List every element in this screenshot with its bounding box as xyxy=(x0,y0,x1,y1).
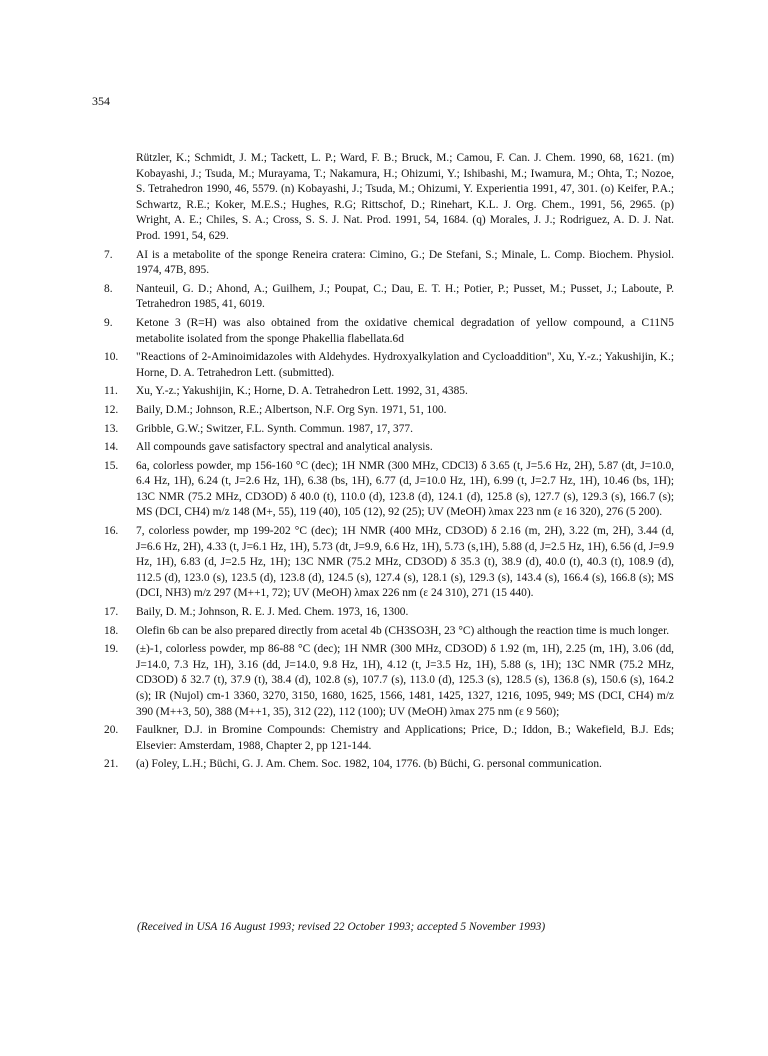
reference-19 xyxy=(104,642,674,720)
reference-10 xyxy=(104,350,674,381)
reference-number: 12. xyxy=(104,403,119,416)
reference-text: Xu, Y.-z.; Yakushijin, K.; Horne, D. A. Tetrahedron Lett. 1992, 31, 4385. xyxy=(136,385,468,398)
reference-text: 6a, colorless powder, mp 156-160 °C (dec); 1H NMR (300 MHz, CDCl3) δ 3.65 (t, J=5.6 Hz, 2H), 5.87 (dt, J=10.0, 6.4 Hz, 1H), 6.24 (t, J=2.6 Hz, 1H), 6.38 (bs, 1H), 6.77 (d, J=10.0 Hz, 1H), 6.99 (t, J=2.7 Hz, 1H), 10.46 (bs, 1H); 13C NMR (75.2 MHz, CD3OD) δ 40.0 (t), 110.0 (d), 123.8 (d), 124.1 (d), 125.8 (s), 127.7 (s), 129.3 (s), 166.7 (s); MS (DCI, CH4) m/z 148 (M+, 55), 119 (40), 105 (12), 92 (25); UV (MeOH) λmax 223 nm (ε 16 320), 276 (5 200). xyxy=(136,459,674,519)
reference-text: Faulkner, D.J. in Bromine Compounds: Chemistry and Applications; Price, D.; Iddon, B.; Wakefield, B.J. Eds; Elsevier: Amsterdam, 1988, Chapter 2, pp 121-144. xyxy=(136,724,674,752)
reference-text: 7, colorless powder, mp 199-202 °C (dec); 1H NMR (400 MHz, CD3OD) δ 2.16 (m, 2H), 3.22 (m, 2H), 3.44 (d, J=6.6 Hz, 2H), 4.33 (t, J=6.1 Hz, 1H), 5.73 (dt, J=9.9, 6.6 Hz, 1H), 5.73 (s,1H), 5.88 (d, J=2.5 Hz, 1H), 6.56 (d, J=9.9 Hz, 1H), 6.83 (d, J=2.5 Hz, 1H); 13C NMR (75.2 MHz, CD3OD) δ 35.3 (t), 38.9 (d), 40.0 (t), 40.3 (t), 108.9 (d), 112.5 (d), 123.0 (s), 123.5 (d), 123.8 (d), 124.5 (s), 127.4 (s), 128.1 (s), 129.3 (s), 143.4 (s), 166.4 (s), 166.8 (s); MS (DCI, NH3) m/z 297 (M++1, 72); UV (MeOH) λmax 226 nm (ε 24 310), 271 (15 440). xyxy=(136,525,674,600)
reference-17 xyxy=(104,605,674,621)
reference-number: 16. xyxy=(104,525,119,538)
reference-14 xyxy=(104,440,674,456)
reference-number: 14. xyxy=(104,441,119,454)
reference-number: 20. xyxy=(104,724,119,737)
reference-number: 10. xyxy=(104,351,119,364)
reference-12 xyxy=(104,403,674,419)
reference-continuation: Rützler, K.; Schmidt, J. M.; Tackett, L. P.; Ward, F. B.; Bruck, M.; Camou, F. Can. J. Chem. 1990, 68, 1621. (m) Kobayashi, J.; Tsuda, M.; Murayama, T.; Nakamura, H.; Ohizumi, Y.; Ishibashi, M.; Iwamura, M.; Ohta, T.; Nozoe, S. Tetrahedron 1990, 46, 5579. (n) Kobayashi, J.; Tsuda, M.; Ohizumi, Y. Experientia 1991, 47, 301. (o) Keifer, P.A.; Schwartz, R.E.; Koker, M.E.S.; Hughes, R.G; Rittschof, D.; Rinehart, K.L. J. Org. Chem., 1991, 56, 2965. (p) Wright, A. E.; Chiles, S. A.; Cross, S. S. J. Nat. Prod. 1991, 54, 1684. (q) Morales, J. J.; Rodriguez, A. D. J. Nat. Prod. 1991, 54, 629. xyxy=(136,152,674,242)
reference-number: 17. xyxy=(104,606,119,619)
received-dates: (Received in USA 16 August 1993; revised 22 October 1993; accepted 5 November 1993) xyxy=(137,921,546,933)
reference-text: Nanteuil, G. D.; Ahond, A.; Guilhem, J.; Poupat, C.; Dau, E. T. H.; Potier, P.; Pusset, M.; Pusset, J.; Laboute, P. Tetrahedron 1985, 41, 6019. xyxy=(136,282,674,311)
reference-text: "Reactions of 2-Aminoimidazoles with Aldehydes. Hydroxyalkylation and Cycloaddition", Xu, Y.-z.; Yakushijin, K.; Horne, D. A. Tetrahedron Lett. (submitted). xyxy=(136,351,674,379)
reference-number: 15. xyxy=(104,459,119,472)
reference-number: 8. xyxy=(104,282,113,295)
reference-18 xyxy=(104,624,674,640)
reference-number: 9. xyxy=(104,316,113,329)
reference-text: All compounds gave satisfactory spectral and analytical analysis. xyxy=(136,441,433,454)
reference-9 xyxy=(104,316,674,347)
reference-text: (a) Foley, L.H.; Büchi, G. J. Am. Chem. Soc. 1982, 104, 1776. (b) Büchi, G. personal communication. xyxy=(136,758,602,771)
reference-21 xyxy=(104,757,674,773)
reference-13 xyxy=(104,422,674,438)
reference-7 xyxy=(104,248,674,279)
reference-number: 7. xyxy=(104,248,113,261)
reference-text: Olefin 6b can be also prepared directly from acetal 4b (CH3SO3H, 23 °C) although the reaction time is much longer. xyxy=(136,624,670,637)
reference-number: 19. xyxy=(104,643,119,656)
reference-text: Baily, D. M.; Johnson, R. E. J. Med. Chem. 1973, 16, 1300. xyxy=(136,606,409,619)
reference-11 xyxy=(104,384,674,400)
references-list xyxy=(104,151,674,776)
reference-8 xyxy=(104,282,674,313)
reference-text: AI is a metabolite of the sponge Reneira cratera: Cimino, G.; De Stefani, S.; Minale, L. Comp. Biochem. Physiol. 1974, 47B, 895. xyxy=(136,248,674,277)
reference-text: Gribble, G.W.; Switzer, F.L. Synth. Commun. 1987, 17, 377. xyxy=(136,422,413,435)
reference-16 xyxy=(104,524,674,602)
reference-text: Ketone 3 (R=H) was also obtained from the oxidative chemical degradation of yellow compound, a C11N5 metabolite isolated from the sponge Phakellia flabellata.6d xyxy=(136,316,674,345)
reference-20 xyxy=(104,723,674,754)
reference-number: 18. xyxy=(104,624,119,637)
reference-15 xyxy=(104,459,674,521)
reference-number: 21. xyxy=(104,758,119,771)
reference-text: Baily, D.M.; Johnson, R.E.; Albertson, N.F. Org Syn. 1971, 51, 100. xyxy=(136,403,447,416)
page-number: 354 xyxy=(92,94,110,108)
reference-number: 13. xyxy=(104,422,119,435)
reference-number: 11. xyxy=(104,385,118,398)
reference-text: (±)-1, colorless powder, mp 86-88 °C (dec); 1H NMR (300 MHz, CD3OD) δ 1.92 (m, 1H), 2.25 (m, 1H), 3.06 (dd, J=14.0, 7.3 Hz, 1H), 3.16 (dd, J=14.0, 9.8 Hz, 1H), 4.12 (t, J=3.5 Hz, 1H), 5.88 (s, 1H); 13C NMR (75.2 MHz, CD3OD) δ 32.7 (t), 37.9 (t), 38.4 (d), 102.8 (s), 107.7 (s), 113.0 (d), 125.3 (s), 128.5 (s), 136.8 (s), 150.6 (s), 164.2 (s); IR (Nujol) cm-1 3360, 3270, 3150, 1680, 1625, 1566, 1481, 1425, 1327, 1216, 1095, 949; MS (DCI, CH4) m/z 390 (M++3, 50), 388 (M++1, 35), 312 (22), 112 (100); UV (MeOH) λmax 275 nm (ε 9 560); xyxy=(136,643,674,718)
